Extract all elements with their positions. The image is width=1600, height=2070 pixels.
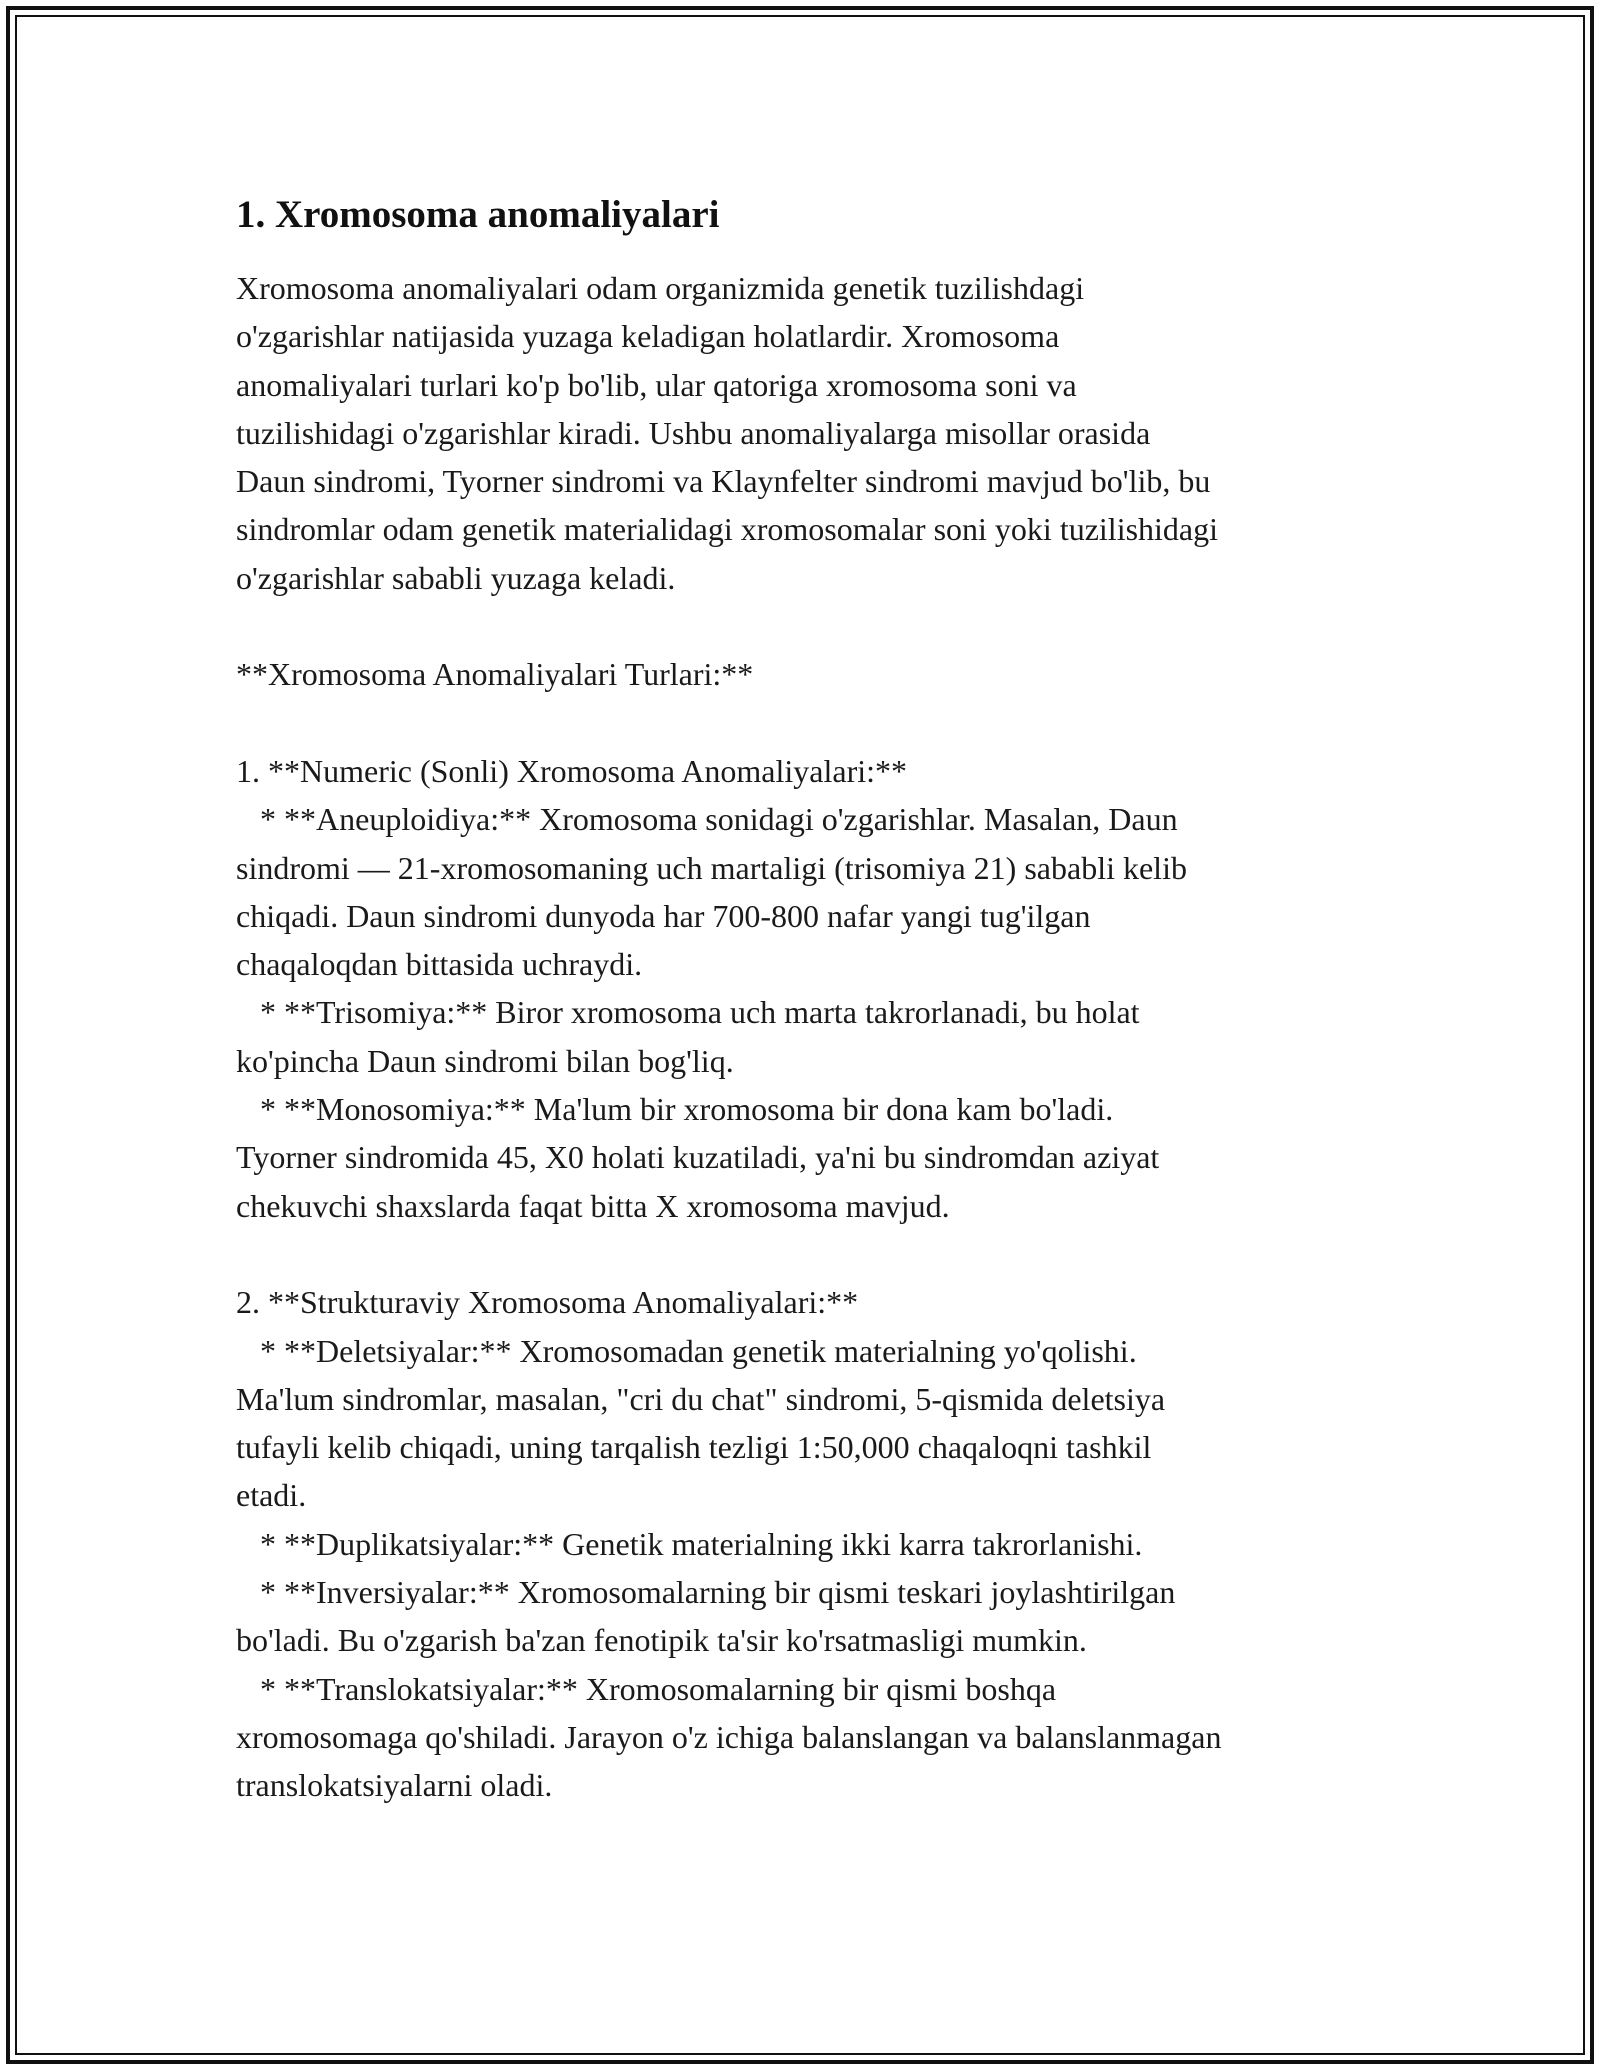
document-body-text: Xromosoma anomaliyalari odam organizmida genetik tuzilishdagi o'zgarishlar natijasida yuzaga keladigan holatlardir. Xromosoma anomaliyalari turlari ko'p bo'lib, ular qatoriga xromosoma soni va tuzilishidagi o'zgarishlar kiradi. Ushbu anomaliyalarga misollar orasida Daun sindromi, Tyorner sindromi va Klaynfelter sindromi mavjud bo'lib, bu sindromlar odam genetik materialidagi xromosomalar soni yoki tuzilishidagi o'zgarishlar sababli yuzaga keladi. **Xromosoma Anomaliyalari Turlari:** 1. **Numeric (Sonli) Xromosoma Anomaliyalari:** * **Aneuploidiya:** Xromosoma sonidagi o'zgarishlar. Masalan, Daun sindromi — 21-xromosomaning uch martaligi (trisomiya 21) sababli kelib chiqadi. Daun sindromi dunyoda har 700-800 nafar yangi tug'ilgan chaqaloqdan bittasida uchraydi. * **Trisomiya:** Biror xromosoma uch marta takrorlanadi, bu holat ko'pincha Daun sindromi bilan bog'liq. * **Monosomiya:** Ma'lum bir xromosoma bir dona kam bo'ladi. Tyorner sindromida 45, X0 holati kuzatiladi, ya'ni bu sindromdan aziyat chekuvchi shaxslarda faqat bitta X xromosoma mavjud. 2. **Strukturaviy Xromosoma Anomaliyalari:** * **Deletsiyalar:** Xromosomadan genetik materialning yo'qolishi. Ma'lum sindromlar, masalan, "cri du chat" sindromi, 5-qismida deletsiya tufayli kelib chiqadi, uning tarqalish tezligi 1:50,000 chaqaloqni tashkil etadi. * **Duplikatsiyalar:** Genetik materialning ikki karra takrorlanishi. * **Inversiyalar:** Xromosomalarning bir qismi teskari joylashtirilgan bo'ladi. Bu o'zgarish ba'zan fenotipik ta'sir ko'rsatmasligi mumkin. * **Translokatsiyalar:** Xromosomalarning bir qismi boshqa xromosomaga qo'shiladi. Jarayon o'z ichiga balanslangan va balanslanmagan translokatsiyalarni oladi. [236,270,1222,1804]
document-page [236,188,1386,1810]
section-heading: 1. Xromosoma anomaliyalari [236,193,720,236]
